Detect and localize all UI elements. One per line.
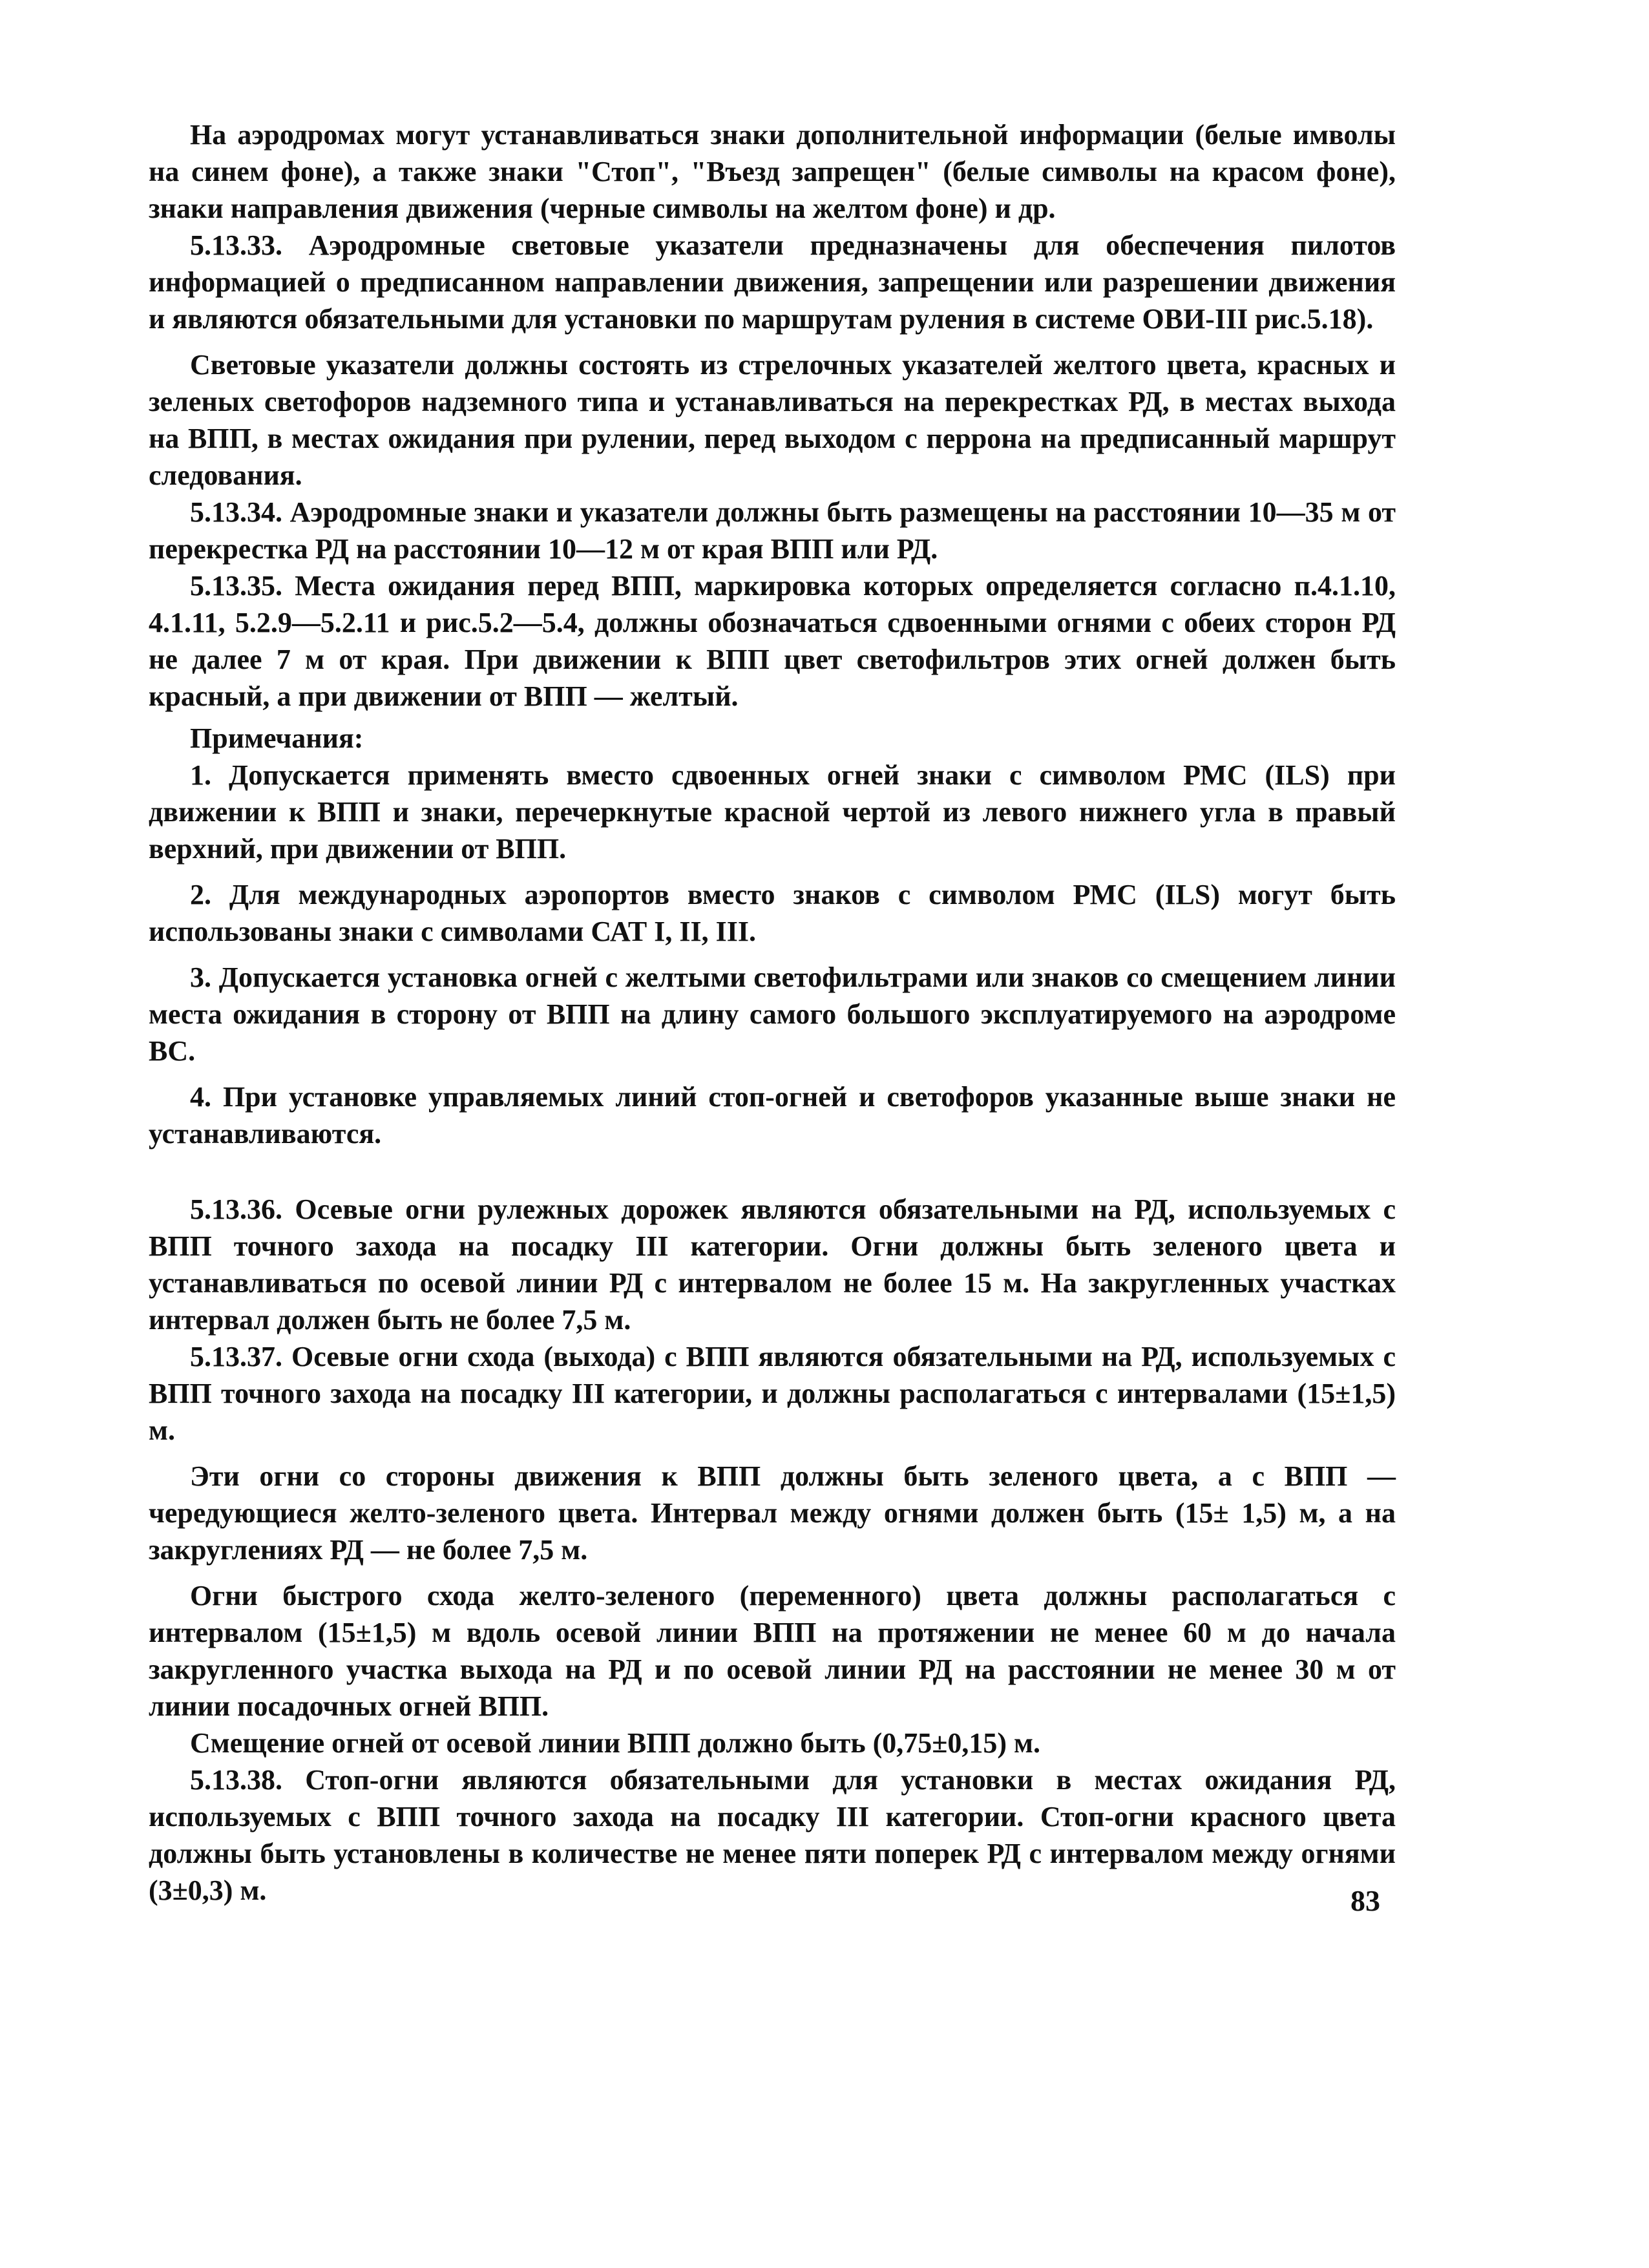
paragraph-5-13-35: 5.13.35. Места ожидания перед ВПП, маркировка которых определяется согласно п.4.1.10, 4.1.11, 5.2.9—5.2.11 и рис.5.2—5.4, должны обозначаться сдвоенными огнями с обеих сторон РД не далее 7 м от края. При движении к ВПП цвет светофильтров этих огней должен быть красный, а при движении от ВПП — желтый. [149,570,1396,712]
paragraph-5-13-37: 5.13.37. Осевые огни схода (выхода) с ВПП являются обязательными на РД, используемых с ВПП точного захода на посадку III категории, и должны располагаться с интервалами (15±1,5) м. [149,1341,1396,1446]
page-number: 83 [1350,1884,1380,1917]
note-2: 2. Для международных аэропортов вместо знаков с символом РМС (ILS) могут быть использованы знаки с символами САТ I, II, III. [149,879,1396,947]
paragraph-5-13-34: 5.13.34. Аэродромные знаки и указатели должны быть размещены на расстоянии 10—35 м от перекрестка РД на расстоянии 10—12 м от края ВПП или РД. [149,496,1396,565]
paragraph-light-indicators: Световые указатели должны состоять из стрелочных указателей желтого цвета, красных и зеленых светофоров надземного типа и устанавливаться на перекрестках РД, в местах выхода на ВПП, в местах ожидания при рулении, перед выходом с перрона на предписанный маршрут следования. [149,349,1396,491]
document-page [149,116,1396,1909]
paragraph-5-13-38: 5.13.38. Стоп-огни являются обязательными для установки в местах ожидания РД, используемых с ВПП точного захода на посадку III категории. Стоп-огни красного цвета должны быть установлены в количестве не менее пяти поперек РД с интервалом между огнями (3±0,3) м. [149,1764,1396,1906]
paragraph-lights-offset: Смещение огней от осевой линии ВПП должно быть (0,75±0,15) м. [190,1727,1041,1759]
notes-heading: Примечания: [190,722,364,754]
note-3: 3. Допускается установка огней с желтыми светофильтрами или знаков со смещением линии места ожидания в сторону от ВПП на длину самого большого эксплуатируемого на аэродроме ВС. [149,961,1396,1067]
paragraph-5-13-36: 5.13.36. Осевые огни рулежных дорожек являются обязательными на РД, используемых с ВПП точного захода на посадку III категории. Огни должны быть зеленого цвета и устанавливаться по осевой линии РД с интервалом не более 15 м. На закругленных участках интервал должен быть не более 7,5 м. [149,1193,1396,1336]
note-1: 1. Допускается применять вместо сдвоенных огней знаки с символом РМС (ILS) при движении к ВПП и знаки, перечеркнутые красной чертой из левого нижнего угла в правый верхний, при движении от ВПП. [149,759,1396,865]
paragraph-5-13-33: 5.13.33. Аэродромные световые указатели предназначены для обеспечения пилотов информацией о предписанном направлении движения, запрещении или разрешении движения и являются обязательными для установки по маршрутам руления в системе ОВИ-III рис.5.18). [149,229,1396,335]
paragraph-green-lights: Эти огни со стороны движения к ВПП должны быть зеленого цвета, а с ВПП — чередующиеся желто-зеленого цвета. Интервал между огнями должен быть (15± 1,5) м, а на закруглениях РД — не более 7,5 м. [149,1460,1396,1566]
note-4: 4. При установке управляемых линий стоп-огней и светофоров указанные выше знаки не устанавливаются. [149,1081,1396,1150]
paragraph-additional-signs: На аэродромах могут устанавливаться знаки дополнительной информации (белые имволы на синем фоне), а также знаки "Стоп", "Въезд запрещен" (белые символы на красом фоне), знаки направления движения (черные символы на желтом фоне) и др. [149,119,1396,224]
paragraph-rapid-exit-lights: Огни быстрого схода желто-зеленого (переменного) цвета должны располагаться с интервалом (15±1,5) м вдоль осевой линии ВПП на протяжении не менее 60 м до начала закругленного участка выхода на РД и по осевой линии РД на расстоянии не менее 30 м от линии посадочных огней ВПП. [149,1580,1396,1722]
